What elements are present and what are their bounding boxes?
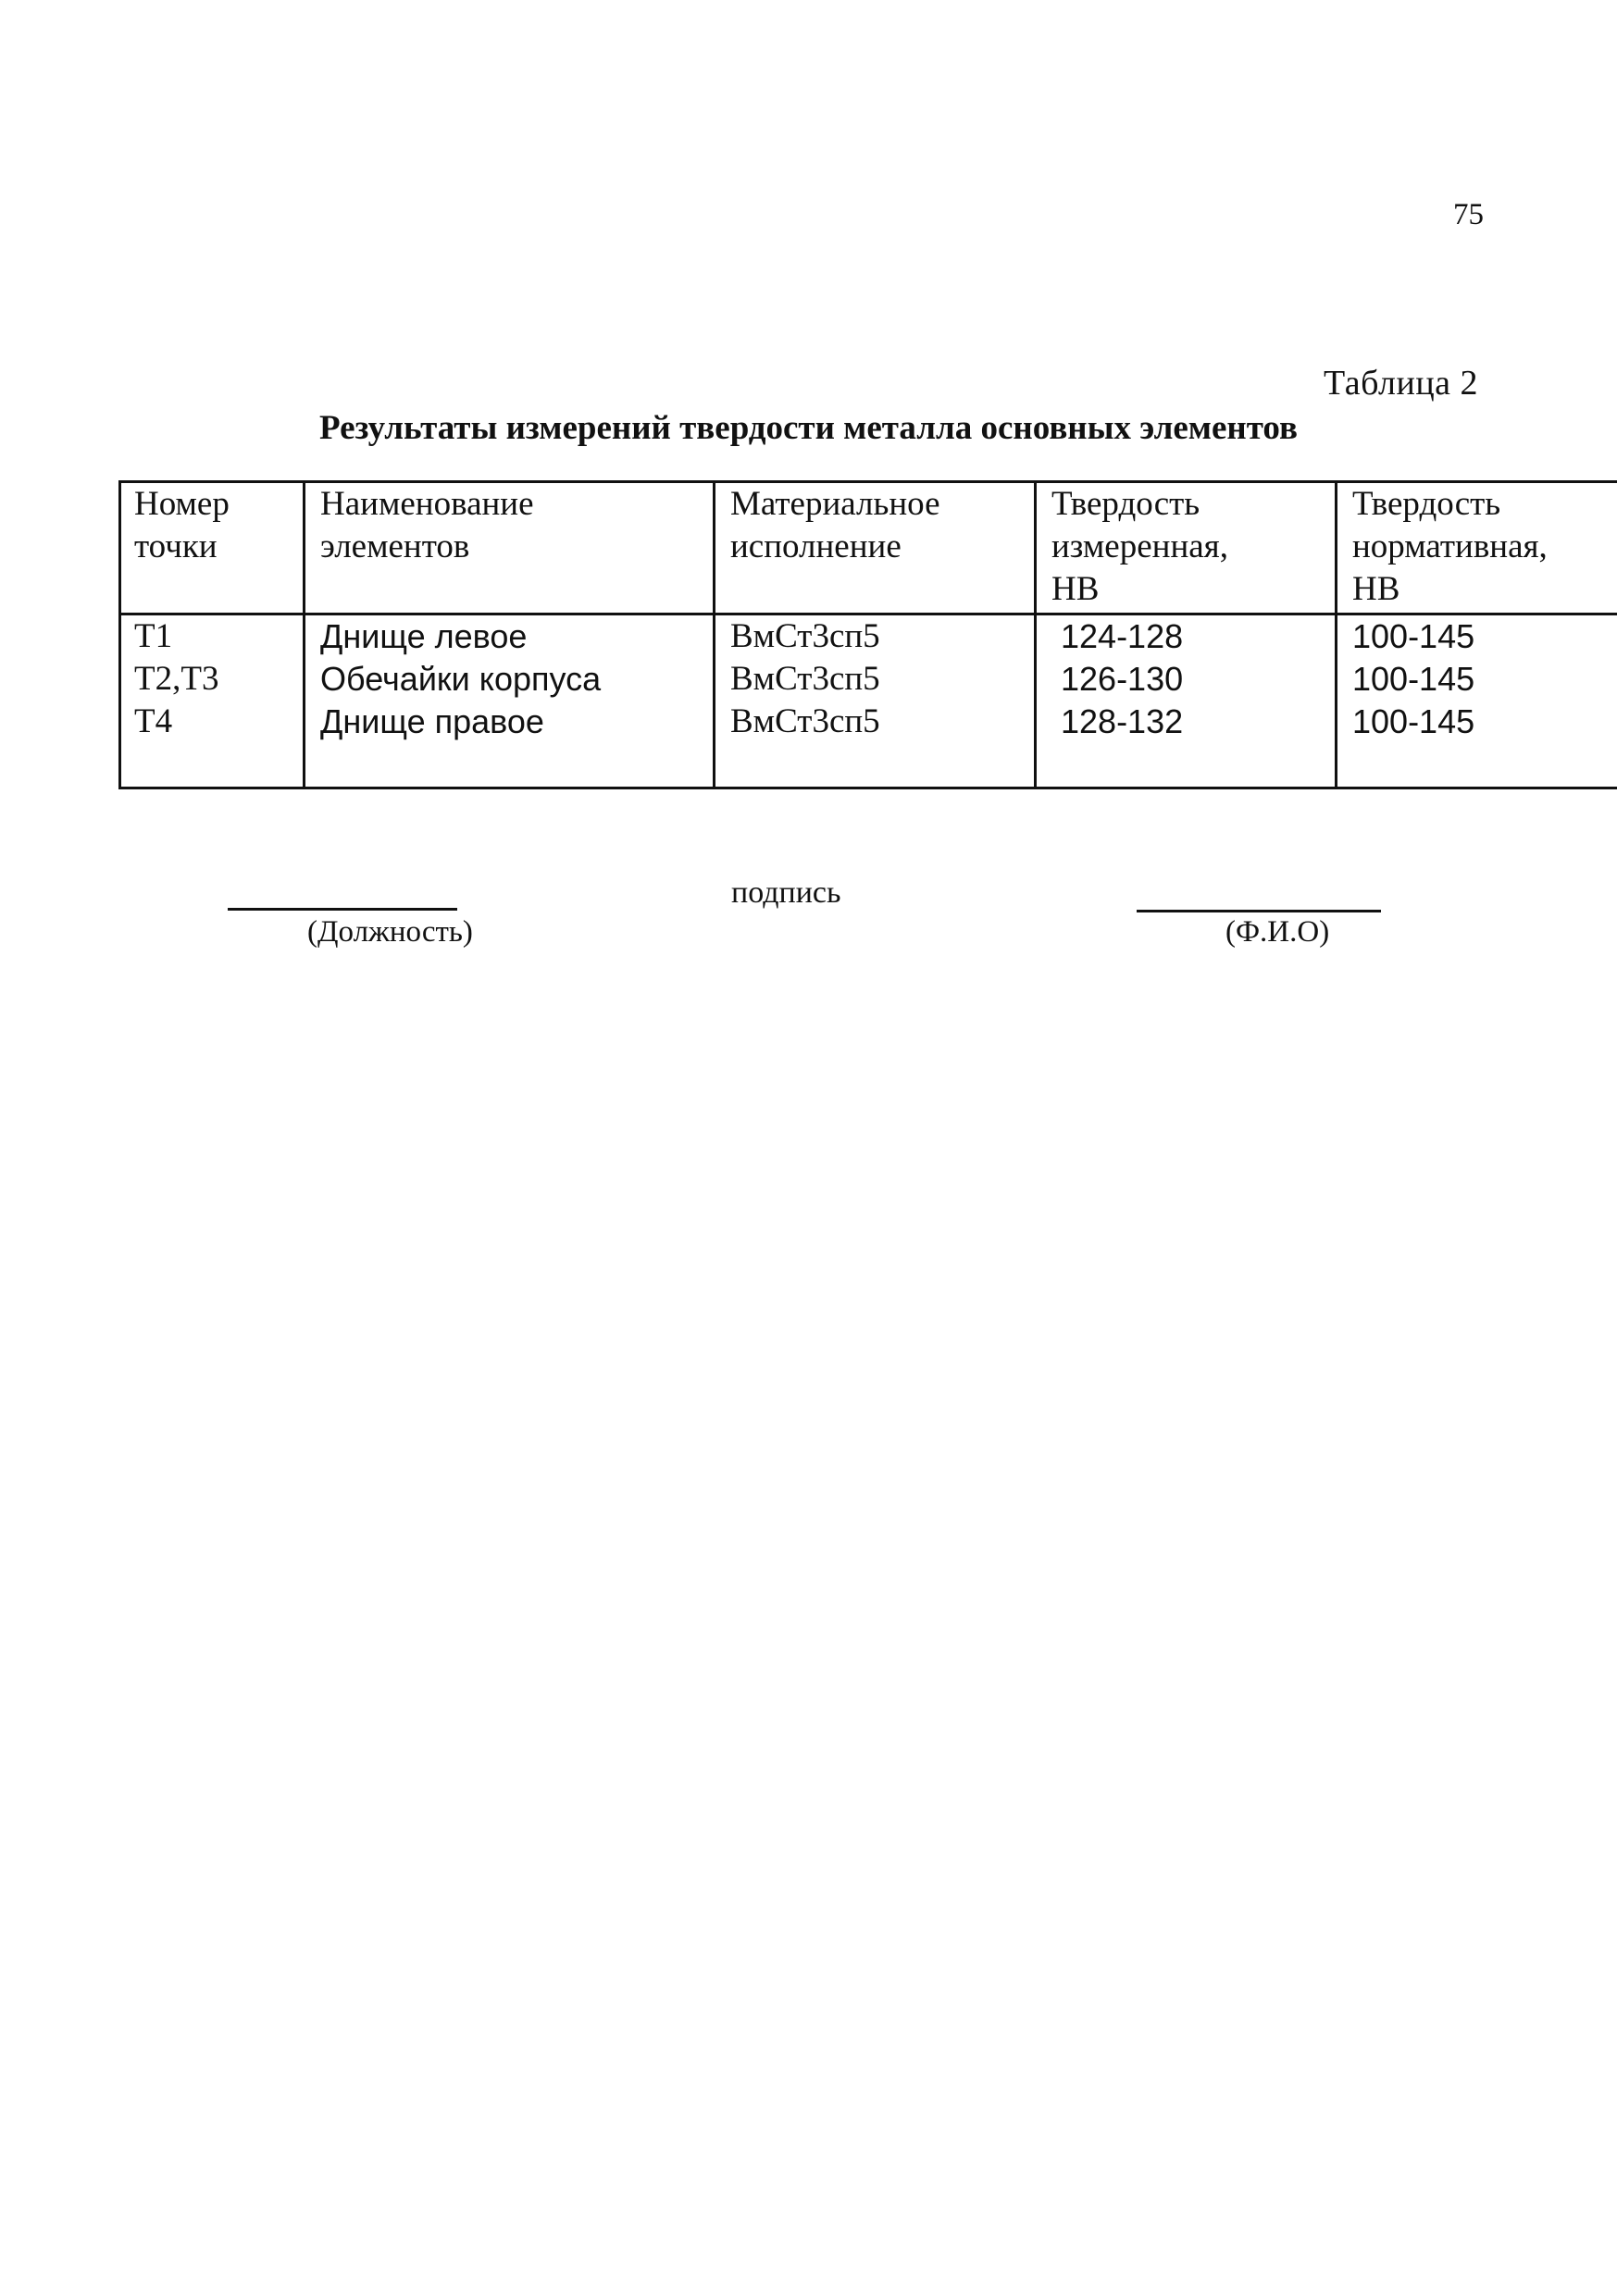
position-signature-line [228, 908, 457, 911]
hardness-results-table [118, 480, 1617, 789]
material-value: ВмСт3сп5 [730, 660, 880, 698]
header-text: НВ [1352, 570, 1400, 608]
point-number: Т1 [134, 617, 173, 655]
material-cell [715, 614, 1036, 788]
table-body [120, 614, 1617, 788]
header-text: исполнение [730, 527, 902, 565]
element-name-cell [305, 614, 715, 788]
normative-hardness-value: 100-145 [1352, 660, 1475, 698]
normative-hardness-value: 100-145 [1352, 702, 1475, 740]
measured-hardness-value: 124-128 [1061, 617, 1184, 655]
element-name: Обечайки корпуса [320, 660, 602, 698]
header-text: нормативная, [1352, 527, 1548, 565]
position-label: (Должность) [307, 915, 473, 949]
material-value: ВмСт3сп5 [730, 702, 880, 740]
name-label: (Ф.И.О) [1225, 915, 1330, 949]
signature-label: подпись [731, 875, 841, 910]
header-point-number [120, 482, 305, 614]
point-number: Т4 [134, 702, 173, 740]
table-caption: Таблица 2 [1324, 364, 1479, 403]
name-signature-line [1137, 910, 1381, 912]
header-text: Номер [134, 485, 230, 523]
header-text: измеренная, [1051, 527, 1228, 565]
header-text: НВ [1051, 570, 1100, 608]
header-text: Твердость [1051, 485, 1200, 523]
table-row [120, 614, 1617, 788]
point-number-cell [120, 614, 305, 788]
normative-hardness-cell [1337, 614, 1617, 788]
table-header [120, 482, 1617, 614]
header-text: Наименование [320, 485, 534, 523]
measured-hardness-cell [1036, 614, 1337, 788]
element-name: Днище правое [320, 702, 544, 740]
measured-hardness-value: 128-132 [1061, 702, 1184, 740]
material-value: ВмСт3сп5 [730, 617, 880, 655]
header-text: Материальное [730, 485, 940, 523]
header-text: точки [134, 527, 218, 565]
header-element-name [305, 482, 715, 614]
point-number: Т2,Т3 [134, 660, 219, 698]
header-normative-hardness [1337, 482, 1617, 614]
table-title: Результаты измерений твердости металла основных элементов [319, 409, 1298, 447]
header-text: элементов [320, 527, 470, 565]
measured-hardness-value: 126-130 [1061, 660, 1184, 698]
page-number: 75 [1453, 198, 1484, 231]
header-material [715, 482, 1036, 614]
normative-hardness-value: 100-145 [1352, 617, 1475, 655]
header-row [120, 482, 1617, 614]
header-measured-hardness [1036, 482, 1337, 614]
header-text: Твердость [1352, 485, 1501, 523]
element-name: Днище левое [320, 617, 528, 655]
